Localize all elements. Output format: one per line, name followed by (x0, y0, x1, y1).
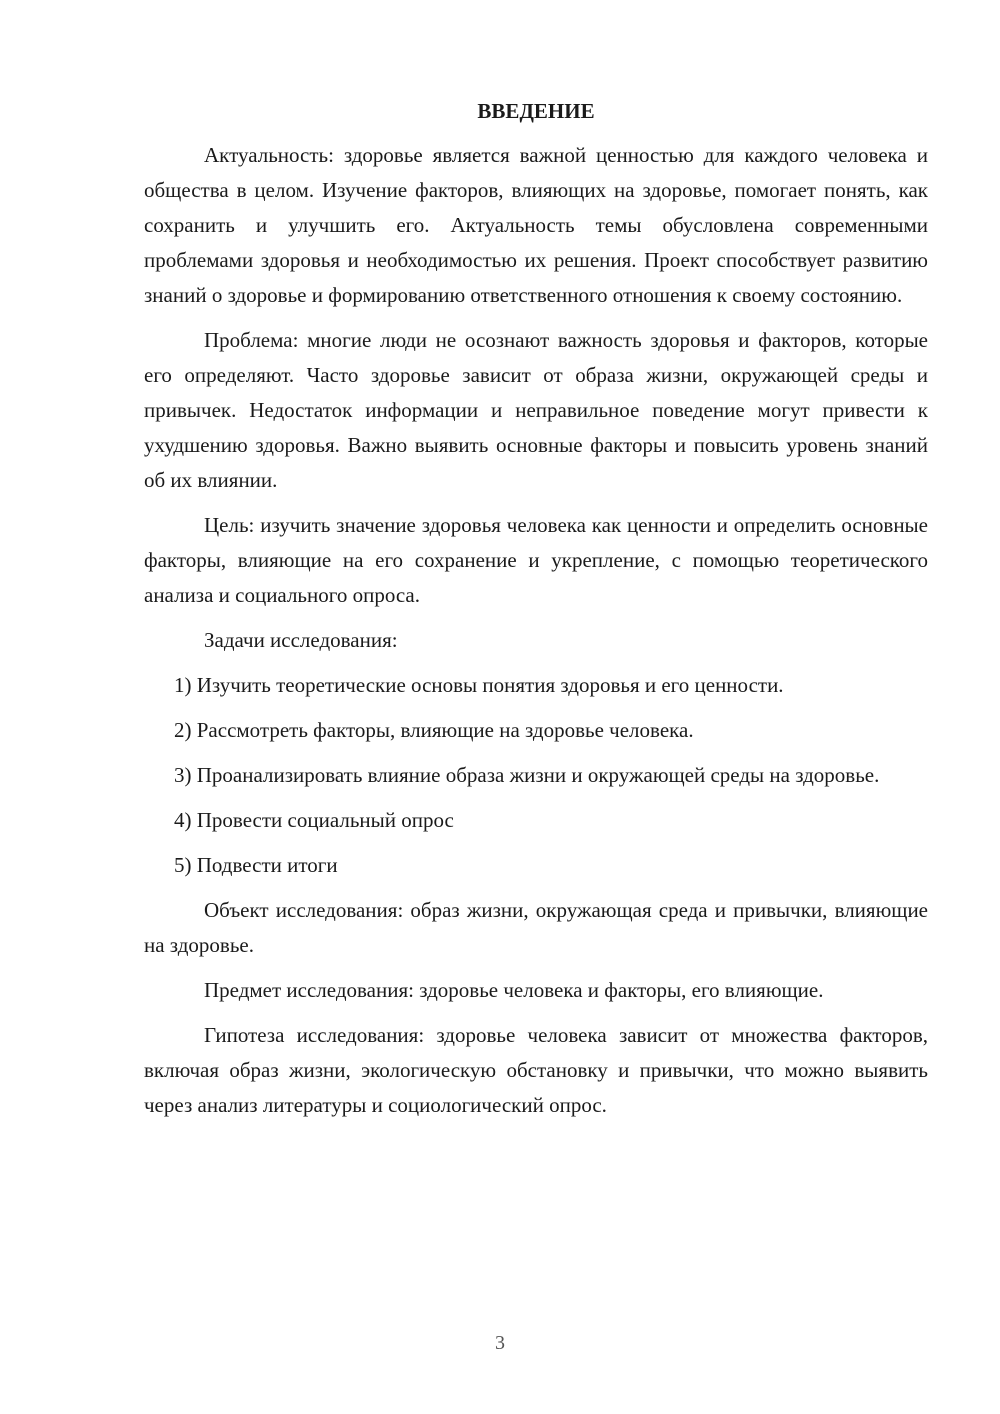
goal-paragraph: Цель: изучить значение здоровья человека как ценности и определить основные факторы, влияющие на его сохранение и укрепление, с помощью теоретического анализа и социального опроса. (144, 513, 928, 607)
object-paragraph: Объект исследования: образ жизни, окружающая среда и привычки, влияющие на здоровье. (144, 898, 928, 957)
page-number: 3 (495, 1332, 505, 1354)
relevance-paragraph: Актуальность: здоровье является важной ценностью для каждого человека и общества в целом. Изучение факторов, влияющих на здоровье, помогает понять, как сохранить и улучшить его. Актуальность темы обусловлена современными проблемами здоровья и необходимостью их решения. Проект способствует развитию знаний о здоровье и формированию ответственного отношения к своему состоянию. (144, 143, 928, 307)
problem-paragraph: Проблема: многие люди не осознают важность здоровья и факторов, которые его определяют. Часто здоровье зависит от образа жизни, окружающей среды и привычек. Недостаток информации и неправильное поведение могут привести к ухудшению здоровья. Важно выявить основные факторы и повысить уровень знаний об их влиянии. (144, 328, 928, 492)
document-page (144, 96, 928, 1133)
section-title: ВВЕДЕНИЕ (477, 99, 595, 123)
task-item-4: 4) Провести социальный опрос (174, 808, 454, 832)
task-item-1: 1) Изучить теоретические основы понятия здоровья и его ценности. (174, 673, 784, 697)
hypothesis-paragraph: Гипотеза исследования: здоровье человека зависит от множества факторов, включая образ жизни, экологическую обстановку и привычки, что можно выявить через анализ литературы и социологический опрос. (144, 1023, 928, 1117)
tasks-heading: Задачи исследования: (204, 628, 398, 652)
task-item-2: 2) Рассмотреть факторы, влияющие на здоровье человека. (174, 718, 694, 742)
subject-paragraph: Предмет исследования: здоровье человека и факторы, его влияющие. (204, 978, 824, 1002)
task-item-3: 3) Проанализировать влияние образа жизни и окружающей среды на здоровье. (174, 763, 880, 787)
task-item-5: 5) Подвести итоги (174, 853, 338, 877)
